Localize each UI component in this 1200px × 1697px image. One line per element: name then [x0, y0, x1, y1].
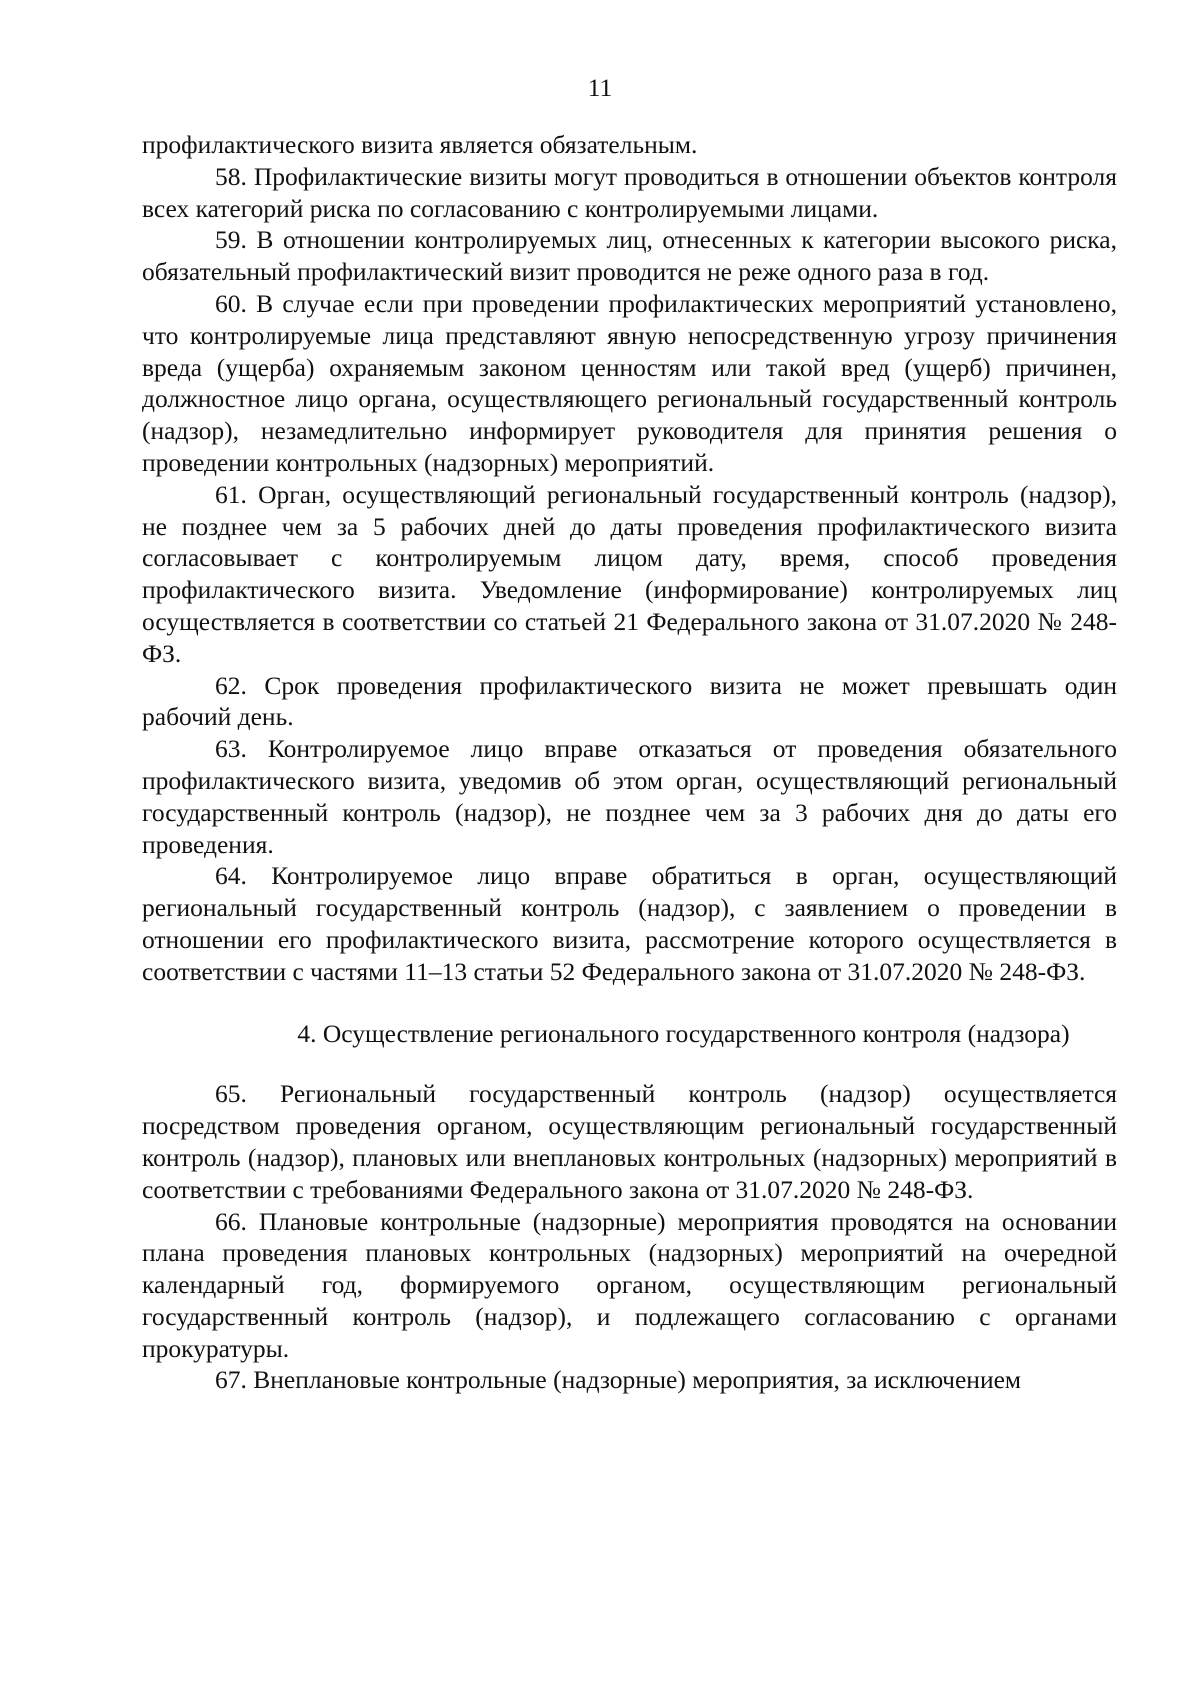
- paragraph-63: 63. Контролируемое лицо вправе отказаться от проведения обязательного профилактического визита, уведомив об этом орган, осуществляющий региональный государственный контроль (надзор), не позднее чем за 3 рабочих дня до даты его проведения.: [142, 734, 1117, 859]
- paragraph-continuation: профилактического визита является обязательным.: [142, 130, 698, 159]
- paragraph-67: 67. Внеплановые контрольные (надзорные) мероприятия, за исключением: [215, 1365, 1022, 1395]
- paragraph-58: 58. Профилактические визиты могут проводиться в отношении объектов контроля всех категорий риска по согласованию с контролируемыми лицами.: [142, 161, 1117, 223]
- document-body: [142, 129, 1117, 1396]
- paragraph-66: 66. Плановые контрольные (надзорные) мероприятия проводятся на основании плана проведения плановых контрольных (надзорных) мероприятий на очередной календарный год, формируемого органом, осуществляющим региональный государственный контроль (надзор), и подлежащего согласованию с органами прокуратуры.: [142, 1206, 1117, 1363]
- page-number: 11: [587, 73, 613, 102]
- paragraph-62: 62. Срок проведения профилактического визита не может превышать один рабочий день.: [142, 670, 1117, 732]
- section-heading: 4. Осуществление регионального государственного контроля (надзора): [297, 1018, 1070, 1048]
- paragraph-59: 59. В отношении контролируемых лиц, отнесенных к категории высокого риска, обязательный профилактический визит проводится не реже одного раза в год.: [142, 225, 1117, 287]
- paragraph-60: 60. В случае если при проведении профилактических мероприятий установлено, что контролируемые лица представляют явную непосредственную угрозу причинения вреда (ущерба) охраняемым законом ценностям или такой вред (ущерб) причинен, должностное лицо органа, осуществляющего региональный государственный контроль (надзор), незамедлительно информирует руководителя для принятия решения о проведении контрольных (надзорных) мероприятий.: [142, 288, 1117, 477]
- paragraph-64: 64. Контролируемое лицо вправе обратиться в орган, осуществляющий региональный государственный контроль (надзор), с заявлением о проведении в отношении его профилактического визита, рассмотрение которого осуществляется в соответствии с частями 11–13 статьи 52 Федерального закона от 31.07.2020 № 248-ФЗ.: [142, 861, 1117, 986]
- paragraph-61: 61. Орган, осуществляющий региональный государственный контроль (надзор), не позднее чем за 5 рабочих дней до даты проведения профилактического визита согласовывает с контролируемым лицом дату, время, способ проведения профилактического визита. Уведомление (информирование) контролируемых лиц осуществляется в соответствии со статьей 21 Федерального закона от 31.07.2020 № 248-ФЗ.: [142, 479, 1117, 668]
- paragraph-65: 65. Региональный государственный контроль (надзор) осуществляется посредством проведения органом, осуществляющим региональный государственный контроль (надзор), плановых или внеплановых контрольных (надзорных) мероприятий в соответствии с требованиями Федерального закона от 31.07.2020 № 248-ФЗ.: [142, 1079, 1117, 1204]
